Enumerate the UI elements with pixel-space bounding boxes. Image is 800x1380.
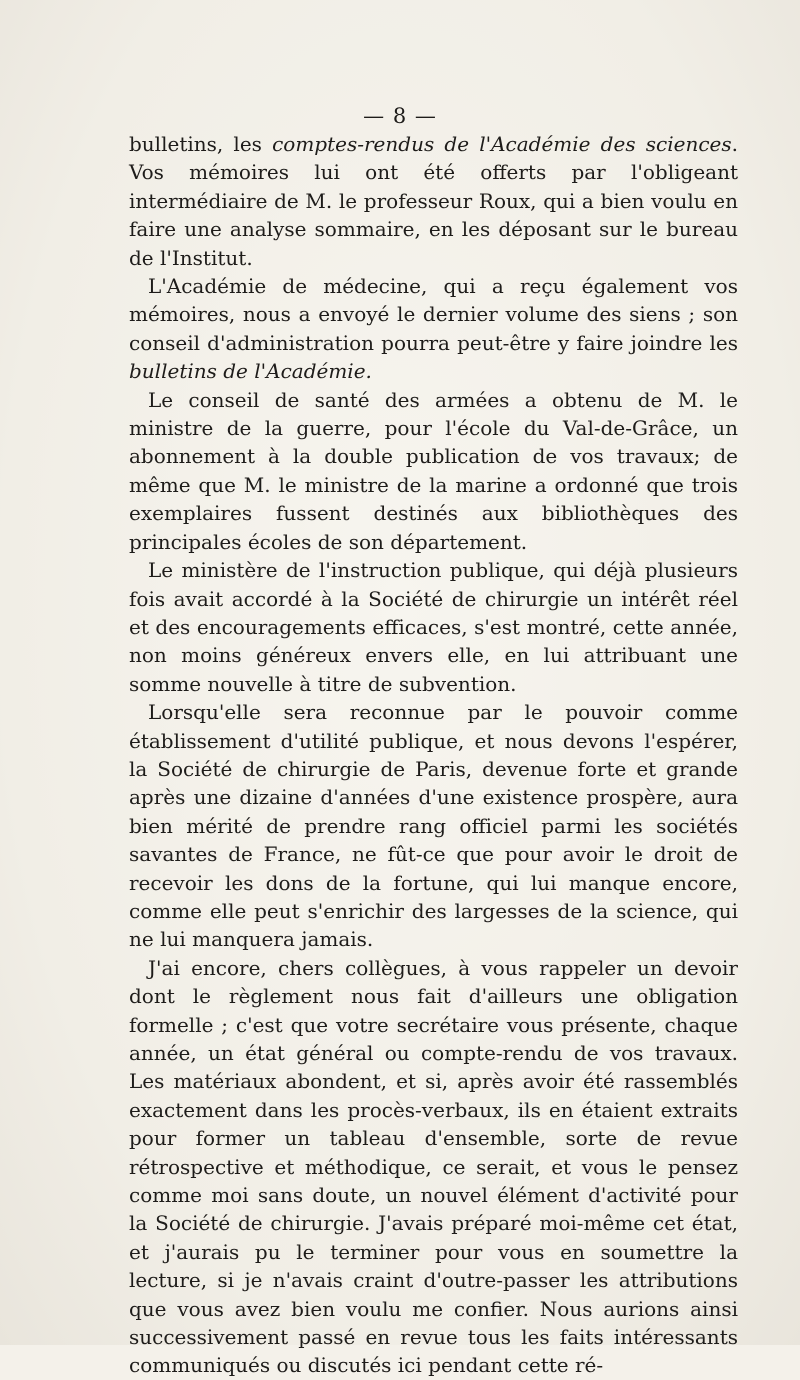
page-number: — 8 — [363, 104, 437, 128]
paragraph [129, 386, 738, 556]
paragraph [129, 698, 738, 954]
text-run: L'Académie de médecine, qui a reçu également vos mémoires, nous a envoyé le dernier volume des siens ; son conseil d'administration pourra peut-être y faire joindre les [129, 274, 738, 355]
paragraph [129, 130, 738, 272]
text-run: Le conseil de santé des armées a obtenu de M. le ministre de la guerre, pour l'école du Val-de-Grâce, un abonnement à la double publication de vos travaux; de même que M. le ministre de la marine a ordonné que trois exemplaires fussent destinés aux bibliothèques des principales écoles de son département. [129, 387, 738, 554]
paragraph [129, 954, 738, 1380]
text-run: Le ministère de l'instruction publique, qui déjà plusieurs fois avait accordé à la Société de chirurgie un intérêt réel et des encouragements efficaces, s'est montré, cette année, non moins généreux envers elle, en lui attribuant une somme nouvelle à titre de subvention. [129, 558, 738, 696]
paragraph [129, 556, 738, 698]
body-text [129, 130, 738, 1380]
text-run: J'ai encore, chers collègues, à vous rappeler un devoir dont le règlement nous fait d'ailleurs une obligation formelle ; c'est que votre secrétaire vous présente, chaque année, un état général ou compte-rendu de vos travaux. Les matériaux abondent, et si, après avoir été rassemblés exactement dans les procès-verbaux, ils en étaient extraits pour former un tableau d'ensemble, sorte de revue rétrospective et méthodique, ce serait, et vous le pensez comme moi sans doute, un nouvel élément d'activité pour la Société de chirurgie. J'avais préparé moi-même cet état, et j'aurais pu le terminer pour vous en soumettre la lecture, si je n'avais craint d'outre-passer les attributions que vous avez bien voulu me confier. Nous aurions ainsi successivement passé en revue tous les faits intéressants communiqués ou discutés ici pendant cette ré- [129, 955, 738, 1378]
italic-text: comptes-rendus de l'Académie des sciences [272, 132, 732, 156]
paragraph [129, 272, 738, 386]
text-run: bulletins, les [129, 132, 273, 156]
text-run: . Vos mémoires lui ont été offerts par l'obligeant intermédiaire de M. le professeur Roux, qui a bien voulu en faire une analyse sommaire, en les déposant sur le bureau de l'Institut. [129, 132, 738, 270]
text-run: Lorsqu'elle sera reconnue par le pouvoir comme établissement d'utilité publique, et nous devons l'espérer, la Société de chirurgie de Paris, devenue forte et grande après une dizaine d'années d'une existence prospère, aura bien mérité de prendre rang officiel parmi les sociétés savantes de France, ne fût-ce que pour avoir le droit de recevoir les dons de la fortune, qui lui manque encore, comme elle peut s'enrichir des largesses de la science, qui ne lui manquera jamais. [129, 700, 738, 952]
italic-text: bulletins de l'Académie. [129, 359, 372, 384]
